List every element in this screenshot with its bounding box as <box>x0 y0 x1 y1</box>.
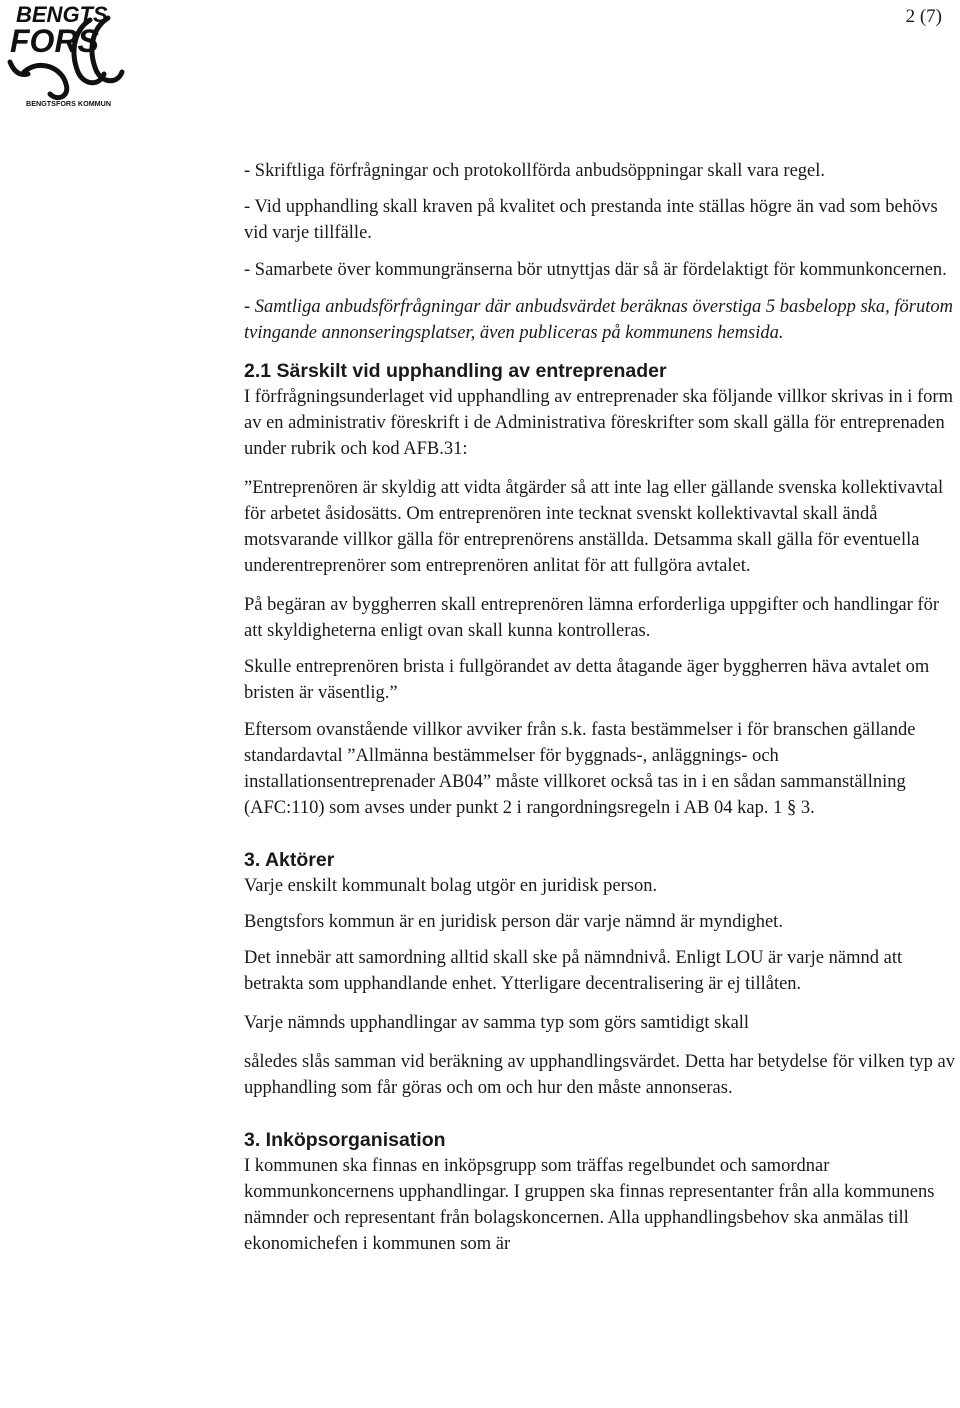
document-body <box>244 158 956 1257</box>
heading-section-3-purchasing: 3. Inköpsorganisation <box>244 1129 446 1151</box>
municipality-logo <box>4 2 128 112</box>
bullet-cross-border-cooperation: - Samarbete över kommungränserna bör utnyttjas där så är fördelaktigt för kommunkoncernen. <box>244 260 947 280</box>
paragraph-afb31-intro: I förfrågningsunderlaget vid upphandling av entreprenader ska följande villkor skrivas in i form av en administrativ föreskrift i de Administrativa föreskrifter som skall gälla för entreprenaden under rubrik och kod AFB.31: <box>244 387 953 459</box>
paragraph-legal-person-company: Varje enskilt kommunalt bolag utgör en juridisk person. <box>244 876 658 896</box>
paragraph-purchasing-group: I kommunen ska finnas en inköpsgrupp som träffas regelbundet och samordnar kommunkoncernens upphandlingar. I gruppen ska finnas representanter från alla kommunens nämnder och representant från bolagskoncernen. Alla upphandlingsbehov ska anmälas till ekonomichefen i kommunen som är <box>244 1156 935 1254</box>
logo-line2: FORS <box>10 23 99 59</box>
bullet-written-requests: - Skriftliga förfrågningar och protokollförda anbudsöppningar skall vara regel. <box>244 161 826 181</box>
page-number: 2 (7) <box>905 6 942 27</box>
bullet-quality-requirements: - Vid upphandling skall kraven på kvalitet och prestanda inte ställas högre än vad som behövs vid varje tillfälle. <box>244 197 938 243</box>
logo-caption: BENGTSFORS KOMMUN <box>26 99 112 108</box>
paragraph-procurement-value: således slås samman vid beräkning av upphandlingsvärdet. Detta har betydelse för vilken typ av upphandling som får göras och om och hur den måste annonseras. <box>244 1052 956 1098</box>
paragraph-legal-person-municipality: Bengtsfors kommun är en juridisk person där varje nämnd är myndighet. <box>244 912 783 932</box>
paragraph-contract-termination: Skulle entreprenören brista i fullgörandet av detta åtagande äger byggherren häva avtalet om bristen är väsentlig.” <box>244 657 930 703</box>
paragraph-ab04-deviation: Eftersom ovanstående villkor avviker från s.k. fasta bestämmelser i för branschen gällande standardavtal ”Allmänna bestämmelser för byggnads-, anläggnings- och installationsentreprenader AB04” måste villkoret också tas in i en sådan sammanställning (AFC:110) som avses under punkt 2 i rangordningsregeln i AB 04 kap. 1 § 3. <box>244 720 916 818</box>
logo-line1: BENGTS <box>16 2 108 27</box>
paragraph-contractor-obligation: ”Entreprenören är skyldig att vidta åtgärder så att inte lag eller gällande svenska kollektivavtal för arbetet åsidosätts. Om entreprenören inte tecknat svenskt kollektivavtal skall ändå motsvarande villkor gälla för entreprenörens anställda. Detsamma skall gälla för eventuella underentreprenörer som entreprenören anlitat för att fullgöra avtalet. <box>244 478 944 576</box>
heading-section-2-1: 2.1 Särskilt vid upphandling av entreprenader <box>244 360 667 382</box>
bullet-publish-on-website: - Samtliga anbudsförfrågningar där anbudsvärdet beräknas överstiga 5 basbelopp ska, förutom tvingande annonseringsplatser, även publiceras på kommunens hemsida. <box>244 297 953 343</box>
heading-section-3-actors: 3. Aktörer <box>244 849 335 871</box>
bengtsfors-logo-icon <box>4 2 128 112</box>
paragraph-coordination-level: Det innebär att samordning alltid skall ske på nämndnivå. Enligt LOU är varje nämnd att betrakta som upphandlande enhet. Ytterligare decentralisering är ej tillåten. <box>244 948 903 994</box>
paragraph-same-type-procurements: Varje nämnds upphandlingar av samma typ som görs samtidigt skall <box>244 1013 750 1033</box>
paragraph-client-request: På begäran av byggherren skall entreprenören lämna erforderliga uppgifter och handlingar för att skyldigheterna enligt ovan skall kunna kontrolleras. <box>244 595 939 641</box>
